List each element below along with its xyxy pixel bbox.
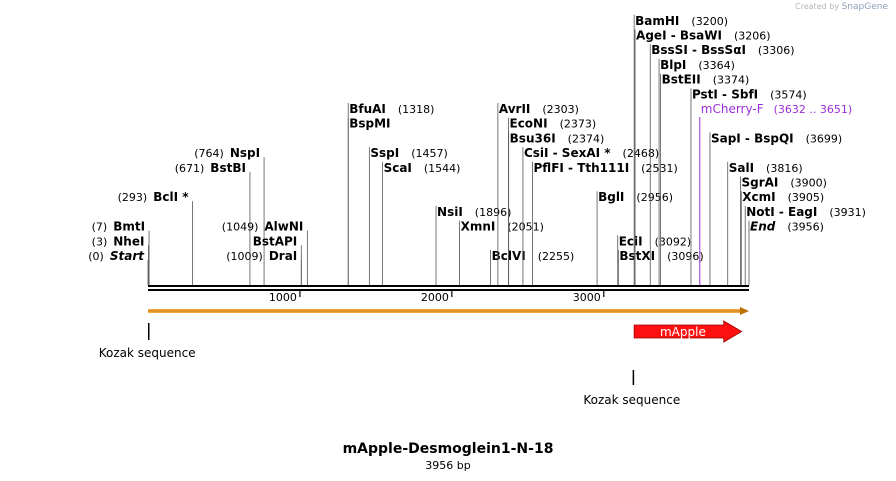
site-position: (1457) <box>411 147 448 161</box>
band-arrowhead <box>740 307 749 315</box>
site-position: (3905) <box>787 191 825 205</box>
site-name: BamHI <box>635 13 680 28</box>
ruler-tick-label: 1000 <box>268 291 297 304</box>
site-name: XmnI <box>460 219 496 234</box>
site-name: BmtI <box>113 219 146 234</box>
site-position: (3956) <box>787 220 824 234</box>
site-position: (671) <box>174 161 205 175</box>
site-name: NsiI <box>437 204 463 219</box>
site-name: EciI <box>618 234 643 249</box>
site-position: (3092) <box>654 235 692 249</box>
site-position: (1318) <box>397 103 435 116</box>
site-position: (3699) <box>805 132 843 146</box>
site-position: (1896) <box>474 205 512 219</box>
site-name: BssSI - BssSαI <box>651 43 746 58</box>
site-position: (3931) <box>829 205 866 219</box>
site-name: XcmI <box>742 190 776 205</box>
kozak-marker-label: Kozak sequence <box>583 393 681 407</box>
credit-prefix: Created by <box>795 2 840 11</box>
site-name: EcoNI <box>509 116 548 131</box>
site-name: SapI - BspQI <box>710 131 794 146</box>
site-name: SspI <box>370 146 400 161</box>
site-position: (2051) <box>507 220 544 234</box>
site-position: (3816) <box>766 161 803 175</box>
site-name: NotI - EagI <box>746 204 818 219</box>
site-position: (2373) <box>559 117 597 131</box>
site-position: (3206) <box>733 29 771 43</box>
site-position: (2956) <box>636 191 673 205</box>
site-name: CsiI - SexAI * <box>523 146 611 161</box>
site-name: SalI <box>728 160 755 175</box>
primer-name: mCherry-F <box>700 102 764 116</box>
site-position: (3200) <box>691 14 728 28</box>
site-name: BlpI <box>660 57 687 72</box>
site-name: BclVI <box>491 249 526 263</box>
site-name: NspI <box>229 146 261 161</box>
site-position: (0) <box>88 250 104 263</box>
kozak-marker-label: Kozak sequence <box>98 346 196 360</box>
site-name: BspMI <box>349 116 391 131</box>
credit-brand: SnapGene <box>841 2 888 12</box>
site-position: (3096) <box>667 250 704 263</box>
site-position: (3306) <box>757 44 795 58</box>
site-name: PstI - SbfI <box>691 87 759 102</box>
site-position: (3374) <box>712 73 750 87</box>
site-name: BstBI <box>210 160 246 175</box>
site-position: (3574) <box>770 88 807 102</box>
site-position: (1544) <box>423 161 461 175</box>
site-name: AvrII <box>498 102 531 116</box>
site-name: AgeI - BsaWI <box>636 28 722 43</box>
site-name: BfuAI <box>349 102 386 116</box>
site-position: (3) <box>91 235 108 249</box>
site-name: DraI <box>268 249 298 263</box>
site-position: (3900) <box>790 176 827 190</box>
site-name: ScaI <box>383 160 412 175</box>
site-name: BglI <box>598 190 625 205</box>
site-name: End <box>750 219 776 234</box>
site-name: AlwNI <box>264 219 304 234</box>
site-name: Bsu36I <box>509 131 556 146</box>
site-name: BstXI <box>619 249 656 263</box>
primer-range: (3632 .. 3651) <box>773 103 853 116</box>
site-name: BstEII <box>661 72 701 87</box>
site-position: (2303) <box>542 103 579 116</box>
site-name: SgrAI <box>741 175 779 190</box>
site-position: (1049) <box>221 220 259 234</box>
site-name: PflFI - Tth111I <box>533 160 630 175</box>
site-position: (764) <box>194 147 224 161</box>
site-position: (293) <box>117 191 148 205</box>
site-name: NheI <box>113 234 145 249</box>
ruler-tick-label: 3000 <box>572 291 601 304</box>
site-position: (2255) <box>537 250 575 263</box>
site-position: (2531) <box>641 161 678 175</box>
site-position: (7) <box>91 220 108 234</box>
map-length: 3956 bp <box>425 459 471 472</box>
site-name: BstAPI <box>252 234 298 249</box>
map-title: mApple-Desmoglein1-N-18 <box>342 441 554 457</box>
site-position: (2374) <box>567 132 605 146</box>
site-position: (3364) <box>698 58 735 72</box>
site-name: Start <box>109 249 144 263</box>
feature-label: mApple <box>659 325 706 339</box>
site-name: BclI * <box>153 190 189 205</box>
ruler-tick-label: 2000 <box>420 291 449 304</box>
site-position: (1009) <box>226 250 263 263</box>
site-position: (2468) <box>622 147 660 161</box>
